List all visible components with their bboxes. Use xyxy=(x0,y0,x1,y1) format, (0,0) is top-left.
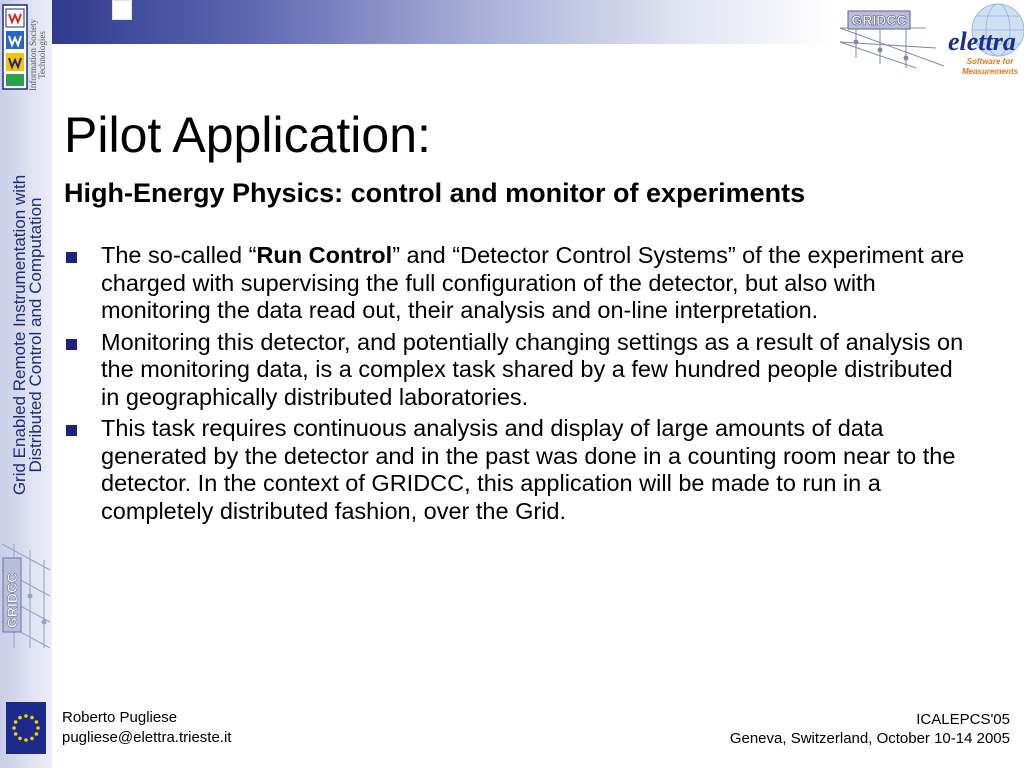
eu-star-icon xyxy=(30,737,34,741)
bullet-1-bold-term: Run Control xyxy=(256,242,393,268)
eu-star-icon xyxy=(18,737,22,741)
sidebar-vertical-title xyxy=(8,135,48,535)
bullet-square-icon xyxy=(66,252,77,263)
gridcc-logo-text: GRIDCC xyxy=(851,12,907,28)
header-decoration-square xyxy=(112,0,132,20)
bullet-item xyxy=(66,329,966,412)
eu-star-icon xyxy=(36,726,40,730)
sidebar-gridcc-logo-icon xyxy=(0,540,52,652)
bullet-item xyxy=(66,242,966,325)
bullet-item xyxy=(66,415,966,525)
slide-title: Pilot Application: xyxy=(64,107,431,163)
gridcc-logo-icon xyxy=(836,8,948,70)
ist-caption xyxy=(28,5,48,105)
sidebar-title-line-1: Grid Enabled Remote Instrumentation with xyxy=(10,174,29,496)
eu-star-icon xyxy=(30,716,34,720)
eu-star-icon xyxy=(14,720,18,724)
header-gradient-bar xyxy=(52,0,832,44)
ist-caption-line-1: Information Society xyxy=(28,18,38,92)
ist-logo-icon xyxy=(2,4,28,90)
bullet-3-text: This task requires continuous analysis and display of large amounts of data generated by the detector and in the past was done in a counting room near to the detector. In the context of GRIDCC, this application will be made to run in a completely distributed fashion, over the Grid. xyxy=(101,415,956,524)
left-sidebar xyxy=(0,0,52,768)
slide-subtitle: High-Energy Physics: control and monitor of experiments xyxy=(64,178,806,208)
eu-star-icon xyxy=(35,720,39,724)
elettra-tagline-1: Software for xyxy=(966,57,1014,66)
bullet-1-text-start: The so-called “ xyxy=(101,242,257,268)
footer-conference-block xyxy=(730,710,1010,748)
bullet-square-icon xyxy=(66,425,77,436)
bullet-list xyxy=(66,242,966,529)
bullet-2-text: Monitoring this detector, and potentially changing settings as a result of analysis on the monitoring data, is a complex task shared by a few hundred people distributed in geographically distributed laboratories. xyxy=(101,328,964,410)
eu-star-icon xyxy=(24,714,28,718)
eu-star-icon xyxy=(18,716,22,720)
sidebar-gridcc-label: GRIDCC xyxy=(4,572,20,628)
footer-location-date: Geneva, Switzerland, October 10-14 2005 xyxy=(729,730,1010,747)
eu-flag-icon xyxy=(6,702,46,754)
footer-author-block xyxy=(62,708,231,748)
elettra-logo-icon xyxy=(944,0,1024,80)
eu-star-icon xyxy=(24,738,28,742)
eu-star-icon xyxy=(14,732,18,736)
bullet-1-text-end: ” and “Detector Control Systems” of the experiment are charged with supervising the full configuration of the detector, but also with monitoring the data read out, their analysis and on-line interpretation. xyxy=(101,242,965,323)
bullet-square-icon xyxy=(66,339,77,350)
eu-star-icon xyxy=(35,732,39,736)
ist-caption-line-2: Technologies xyxy=(37,31,47,79)
footer-author: Roberto Pugliese xyxy=(62,709,178,726)
footer-conference: ICALEPCS'05 xyxy=(916,711,1010,728)
eu-star-icon xyxy=(12,726,16,730)
sidebar-title-line-2: Distributed Control and Computation xyxy=(26,197,45,473)
elettra-tagline-2: Measurements xyxy=(961,67,1019,76)
footer-email: pugliese@elettra.trieste.it xyxy=(62,729,232,746)
elettra-name: elettra xyxy=(948,27,1016,56)
